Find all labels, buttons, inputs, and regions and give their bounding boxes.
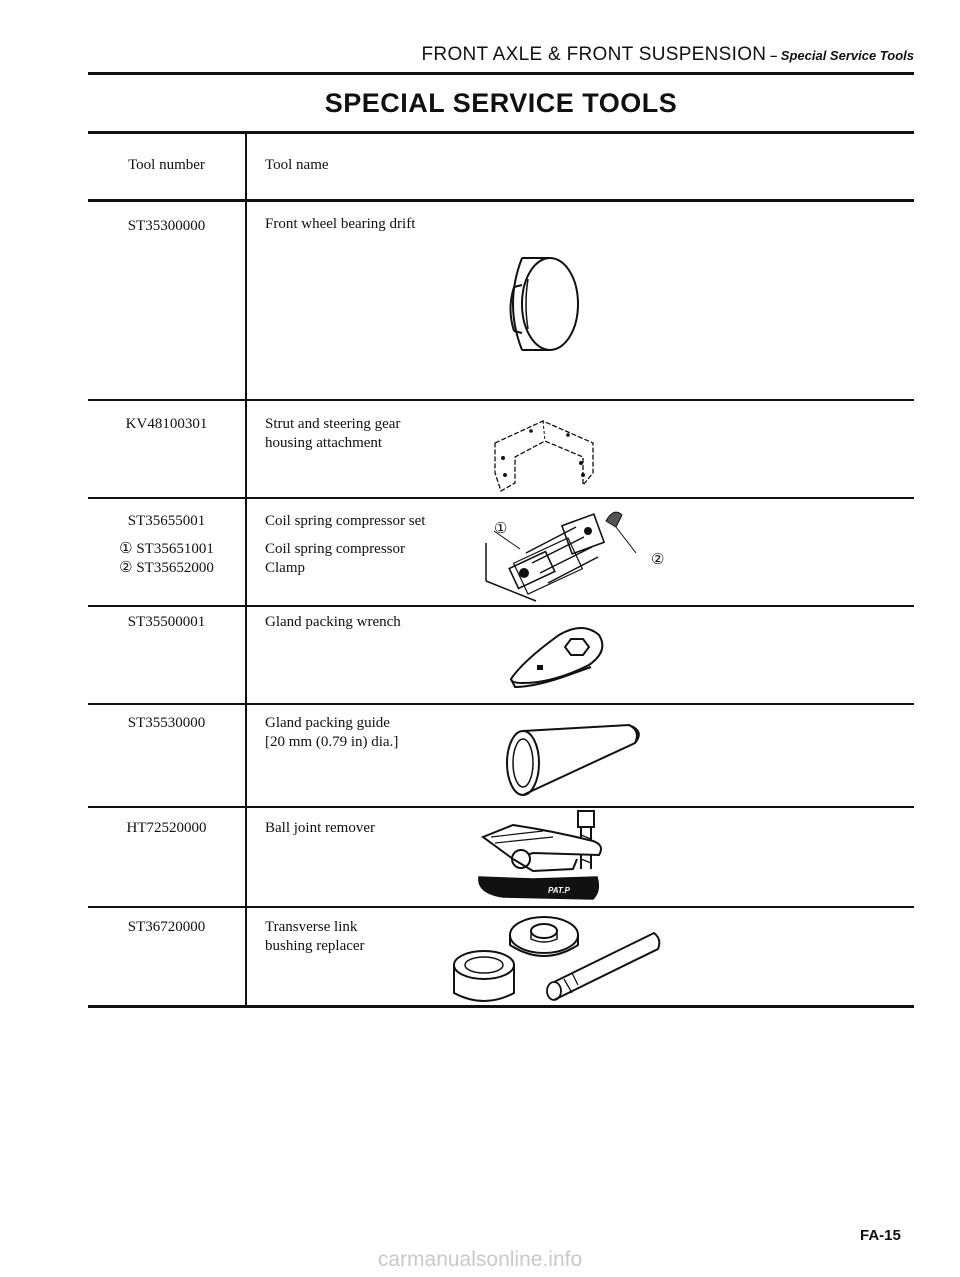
part-name: Coil spring compressor [265, 541, 405, 557]
tool-number: KV48100301 [125, 416, 208, 432]
subsection-title: Special Service Tools [780, 48, 914, 63]
page-title: SPECIAL SERVICE TOOLS [324, 88, 678, 118]
attachment-bracket-icon [483, 413, 623, 493]
tool-name: Transverse link [265, 919, 358, 935]
row-divider [88, 399, 914, 401]
tool-number: ST35530000 [127, 715, 206, 731]
callout-1: ① [494, 521, 508, 537]
tool-name: Front wheel bearing drift [265, 216, 416, 232]
bearing-drift-icon [498, 249, 588, 359]
tool-name-line2: [20 mm (0.79 in) dia.] [265, 734, 399, 750]
row-divider [88, 497, 914, 499]
header-rule [88, 199, 914, 202]
tool-number: ST35655001 [127, 513, 206, 529]
coil-spring-compressor-icon [466, 501, 676, 606]
part-number: ① ST35651001 [119, 541, 214, 557]
page-number: FA-15 [860, 1227, 901, 1244]
callout-2: ② [651, 552, 665, 568]
table-bottom-rule [88, 1005, 914, 1008]
row-divider [88, 605, 914, 607]
tool-number: ST35300000 [127, 218, 206, 234]
tool-name: Coil spring compressor set [265, 513, 426, 529]
column-divider [245, 131, 247, 1008]
gland-wrench-icon [503, 621, 613, 691]
tool-name: Strut and steering gear [265, 416, 401, 432]
tool-number: HT72520000 [126, 820, 207, 836]
table-top-rule [88, 131, 914, 134]
part-name: Clamp [265, 560, 305, 576]
watermark: carmanualsonline.info [377, 1248, 583, 1271]
tool-number: ST36720000 [127, 919, 206, 935]
ball-joint-remover-icon [473, 807, 613, 907]
page-header: FRONT AXLE & FRONT SUSPENSION – Special Service Tools [88, 44, 914, 75]
gland-guide-icon [501, 721, 651, 801]
row-divider [88, 703, 914, 705]
section-title: FRONT AXLE & FRONT SUSPENSION [421, 44, 767, 65]
pat-stamp: PAT.P [548, 886, 570, 895]
column-header-number: Tool number [128, 157, 205, 173]
part-number: ② ST35652000 [119, 560, 214, 576]
tool-name-line2: housing attachment [265, 435, 383, 451]
tool-name-line2: bushing replacer [265, 938, 365, 954]
tool-name: Gland packing wrench [265, 614, 401, 630]
tool-name: Ball joint remover [265, 820, 375, 836]
row-divider [88, 906, 914, 908]
tool-number: ST35500001 [127, 614, 206, 630]
column-header-name: Tool name [265, 157, 329, 173]
tools-table [88, 131, 914, 1008]
tool-name: Gland packing guide [265, 715, 390, 731]
bushing-replacer-icon [448, 909, 668, 1007]
